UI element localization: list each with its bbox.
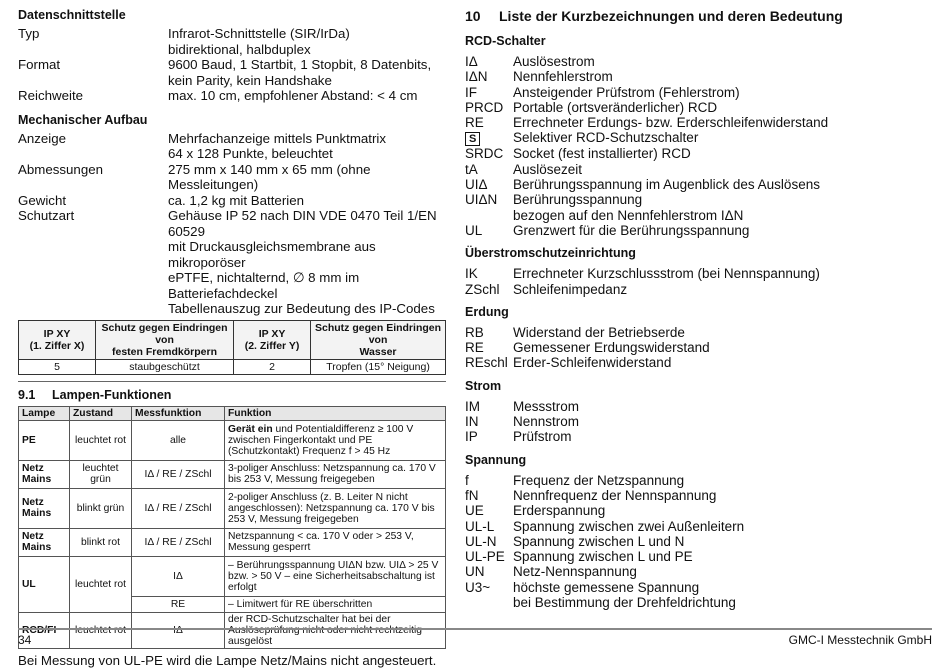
abbreviation-row [465, 192, 935, 223]
abbreviation-row [465, 429, 935, 444]
abbreviation-meaning-line: Auslösezeit [513, 161, 583, 177]
abbreviation-meaning [513, 429, 935, 444]
chapter-number: 10 [465, 8, 481, 24]
abbreviation-meaning-line: Spannung zwischen L und N [513, 533, 685, 549]
abbreviation-meaning-line: Widerstand der Betriebserde [513, 324, 685, 340]
spec-value [168, 131, 446, 162]
state-cell: leuchtet rot [70, 556, 132, 612]
abbreviation-row [465, 282, 935, 297]
ip-code-table [18, 320, 446, 375]
spec-value [168, 26, 446, 57]
abbreviation-row [465, 266, 935, 281]
lamp-cell: RCD/FI [19, 612, 70, 648]
left-column [18, 8, 446, 668]
abbreviation-symbol: UL-N [465, 533, 497, 549]
ip-cell: 5 [19, 359, 96, 374]
table-row [19, 528, 446, 556]
interface-heading: Datenschnittstelle [18, 8, 126, 22]
abbreviation-meaning [513, 519, 935, 534]
page-number: 34 [18, 633, 32, 647]
ip-cell: Tropfen (15° Neigung) [311, 359, 446, 374]
table-row [19, 488, 446, 528]
abbreviation-meaning [513, 85, 935, 100]
abbreviation-row [465, 69, 935, 84]
spec-value-line: Mehrfachanzeige mittels Punktmatrix [168, 130, 387, 146]
chapter-title [465, 8, 935, 24]
abbreviation-meaning [513, 503, 935, 518]
abbreviation-row [465, 519, 935, 534]
abbreviation-group-title: Überstromschutzeinrichtung [465, 246, 636, 261]
lamp-cell: UL [19, 556, 70, 612]
spec-label: Abmessungen [18, 161, 104, 177]
spec-value-line: Gehäuse IP 52 nach DIN VDE 0470 Teil 1/EN 60529 [168, 208, 437, 239]
abbreviation-row [465, 162, 935, 177]
abbreviation-symbol: IM [465, 398, 480, 414]
lamp-cell: Netz Mains [19, 460, 70, 488]
abbreviation-meaning [513, 534, 935, 549]
abbreviation-meaning [513, 414, 935, 429]
function-cell: alle [132, 420, 225, 460]
abbreviation-row [465, 146, 935, 161]
abbreviation-meaning-line: Ansteigender Prüfstrom (Fehlerstrom) [513, 84, 740, 100]
ip-cell: staubgeschützt [96, 359, 234, 374]
abbreviation-meaning [513, 564, 935, 579]
abbreviation-meaning [513, 177, 935, 192]
abbreviation-symbol: IΔN [465, 69, 488, 85]
state-cell: leuchtet rot [70, 612, 132, 648]
abbreviation-row [465, 488, 935, 503]
abbreviation-meaning-line: Errechneter Erdungs- bzw. Erderschleifenwiderstand [513, 115, 829, 131]
spec-row [18, 88, 446, 104]
spec-value-line: ca. 1,2 kg mit Batterien [168, 192, 304, 208]
abbreviation-symbol: UE [465, 503, 484, 519]
abbreviation-row [465, 564, 935, 579]
abbreviation-meaning [513, 473, 935, 488]
function-cell: IΔ / RE / ZSchl [132, 488, 225, 528]
spec-label: Schutzart [18, 208, 75, 223]
function-cell: IΔ [132, 556, 225, 596]
abbreviation-meaning-line: Frequenz der Netzspannung [513, 472, 685, 488]
abbreviation-meaning-line: Socket (fest installierter) RCD [513, 146, 691, 162]
table-row [19, 460, 446, 488]
ip-header-2: Schutz gegen Eindringen von festen Fremdkörpern [96, 320, 234, 359]
lamp-col-header: Messfunktion [132, 406, 225, 420]
abbreviation-meaning [513, 488, 935, 503]
abbreviation-symbol: RB [465, 324, 484, 340]
spec-value-line: max. 10 cm, empfohlener Abstand: < 4 cm [168, 88, 418, 103]
spec-value [168, 57, 446, 88]
abbreviation-group-title: RCD-Schalter [465, 34, 546, 48]
spec-label: Format [18, 57, 61, 72]
abbreviation-meaning-line: Grenzwert für die Berührungsspannung [513, 222, 750, 238]
abbreviation-meaning [513, 100, 935, 115]
spec-value-line: 64 x 128 Punkte, beleuchtet [168, 146, 333, 161]
lamp-col-header: Funktion [225, 406, 446, 420]
abbreviation-meaning [513, 223, 935, 238]
table-row [19, 556, 446, 596]
abbreviation-meaning-line: Spannung zwischen zwei Außenleitern [513, 518, 745, 534]
abbreviation-meaning [513, 282, 935, 297]
lamp-cell: PE [19, 420, 70, 460]
abbreviation-meaning-line: Portable (ortsveränderlicher) RCD [513, 99, 718, 115]
abbreviation-row [465, 340, 935, 355]
abbreviation-meaning-line: Berührungsspannung [513, 192, 643, 208]
right-column [465, 8, 935, 610]
abbreviation-meaning-line: Gemessener Erdungswiderstand [513, 340, 710, 356]
abbreviation-row [465, 130, 935, 146]
description-text: und Potentialdifferenz ≥ 100 V zwischen Fingerkontakt und PE (Schutzkontakt) Frequenz f > 45 Hz [228, 423, 414, 457]
abbreviation-meaning-line: Schleifenimpedanz [513, 281, 628, 297]
description-cell: – Berührungsspannung UIΔN bzw. UIΔ > 25 V bzw. > 50 V – eine Sicherheitsabschaltung ist erfolgt [225, 556, 446, 596]
spec-label: Typ [18, 26, 40, 41]
spec-row [18, 131, 446, 162]
abbreviation-symbol: UN [465, 564, 485, 580]
description-cell: – Limitwert für RE überschritten [225, 596, 446, 612]
description-cell: der RCD-Schutzschalter hat bei der Auslöseprüfung nicht oder nicht rechtzeitig ausgelöst [225, 612, 446, 648]
abbreviation-symbol: tA [465, 161, 478, 177]
abbreviation-symbol: PRCD [465, 99, 504, 115]
abbreviation-row [465, 115, 935, 130]
interface-specs [18, 26, 446, 104]
abbreviation-meaning [513, 399, 935, 414]
ip-header-3: IP XY (2. Ziffer Y) [234, 320, 311, 359]
function-cell: IΔ [132, 612, 225, 648]
lamp-cell: Netz Mains [19, 528, 70, 556]
abbreviation-meaning-line: Errechneter Kurzschlussstrom (bei Nennspannung) [513, 266, 820, 282]
spec-label: Gewicht [18, 192, 67, 208]
abbreviation-row [465, 355, 935, 370]
abbreviation-meaning-line: bezogen auf den Nennfehlerstrom IΔN [513, 207, 744, 223]
ip-header-1: IP XY (1. Ziffer X) [19, 320, 96, 359]
spec-value [168, 208, 446, 317]
abbreviation-row [465, 85, 935, 100]
abbreviation-meaning-line: Erderspannung [513, 503, 606, 519]
lamp-section-number: 9.1 [18, 387, 36, 402]
abbreviation-symbol: REschl [465, 355, 508, 371]
abbreviation-meaning-line: Prüfstrom [513, 429, 572, 445]
abbreviation-symbol: f [465, 472, 469, 488]
abbreviation-meaning [513, 580, 935, 611]
abbreviation-row [465, 399, 935, 414]
lamp-col-header: Lampe [19, 406, 70, 420]
abbreviation-row [465, 177, 935, 192]
description-cell: Netzspannung < ca. 170 V oder > 253 V, Messung gesperrt [225, 528, 446, 556]
abbreviation-meaning [513, 115, 935, 130]
abbreviation-symbol: UL [465, 222, 483, 238]
abbreviation-symbol: UL-PE [465, 549, 505, 565]
abbreviation-symbol: IN [465, 414, 479, 430]
abbreviation-symbol: ZSchl [465, 281, 500, 297]
mechanical-heading: Mechanischer Aufbau [18, 112, 148, 127]
abbreviation-row [465, 100, 935, 115]
abbreviation-meaning-line: Nennfrequenz der Nennspannung [513, 487, 717, 503]
function-cell: RE [132, 596, 225, 612]
spec-value [168, 193, 446, 209]
spec-value-line: kein Parity, kein Handshake [168, 72, 332, 88]
spec-value-line: Tabellenauszug zur Bedeutung des IP-Codes [168, 301, 435, 316]
mechanical-specs [18, 131, 446, 317]
abbreviation-row [465, 549, 935, 564]
spec-value-line: 9600 Baud, 1 Startbit, 1 Stopbit, 8 Datenbits, [168, 57, 432, 72]
spec-value-line: bidirektional, halbduplex [168, 41, 311, 57]
ip-header-4: Schutz gegen Eindringen von Wasser [311, 320, 446, 359]
abbreviation-symbol: UIΔ [465, 177, 488, 193]
abbreviation-meaning [513, 355, 935, 370]
ip-cell: 2 [234, 359, 311, 374]
lamp-col-header: Zustand [70, 406, 132, 420]
abbreviation-meaning-line: Netz-Nennspannung [513, 564, 637, 580]
abbreviation-symbol: U3~ [465, 579, 491, 595]
spec-label: Reichweite [18, 88, 84, 103]
abbreviation-meaning [513, 325, 935, 340]
abbreviation-meaning [513, 69, 935, 84]
lamp-note: Bei Messung von UL-PE wird die Lampe Netz/Mains nicht angesteuert. [18, 652, 437, 668]
lamp-cell: Netz Mains [19, 488, 70, 528]
abbreviation-symbol: RE [465, 115, 484, 131]
footer-divider [18, 628, 932, 630]
function-cell: IΔ / RE / ZSchl [132, 460, 225, 488]
abbreviation-meaning [513, 340, 935, 355]
abbreviation-row [465, 223, 935, 238]
state-cell: leuchtet grün [70, 460, 132, 488]
abbreviation-row [465, 54, 935, 69]
abbreviation-meaning-line: bei Bestimmung der Drehfeldrichtung [513, 595, 736, 611]
table-row [19, 420, 446, 460]
spec-label: Anzeige [18, 130, 67, 146]
spec-value-line: ePTFE, nichtalternd, ∅ 8 mm im Batteriefachdeckel [168, 270, 360, 301]
abbreviation-meaning [513, 130, 935, 146]
abbreviation-group-title: Strom [465, 378, 502, 393]
abbreviation-meaning-line: Messstrom [513, 398, 580, 414]
abbreviation-row [465, 473, 935, 488]
abbreviation-meaning [513, 54, 935, 69]
state-cell: blinkt rot [70, 528, 132, 556]
spec-value [168, 88, 446, 104]
chapter-label: Liste der Kurzbezeichnungen und deren Bedeutung [499, 8, 843, 24]
abbreviation-symbol: IP [465, 429, 478, 445]
abbreviation-meaning-line: Spannung zwischen L und PE [513, 549, 693, 565]
abbreviation-list [465, 34, 935, 610]
function-cell: IΔ / RE / ZSchl [132, 528, 225, 556]
spec-value-line: Infrarot-Schnittstelle (SIR/IrDa) [168, 26, 350, 41]
lamp-table [18, 406, 446, 649]
abbreviation-meaning-line: Erder-Schleifenwiderstand [513, 355, 672, 371]
abbreviation-symbol: UL-L [465, 518, 495, 534]
abbreviation-meaning [513, 549, 935, 564]
abbreviation-row [465, 325, 935, 340]
abbreviation-row [465, 414, 935, 429]
spec-value [168, 162, 446, 193]
abbreviation-meaning [513, 162, 935, 177]
abbreviation-meaning-line: Nennfehlerstrom [513, 69, 613, 85]
abbreviation-meaning-line: höchste gemessene Spannung [513, 579, 700, 595]
abbreviation-group-title: Spannung [465, 452, 527, 467]
abbreviation-symbol: RE [465, 340, 484, 356]
section-divider [18, 381, 446, 382]
abbreviation-symbol: fN [465, 487, 479, 503]
abbreviation-group-title: Erdung [465, 304, 509, 319]
abbreviation-meaning [513, 192, 935, 223]
abbreviation-symbol: IK [465, 266, 478, 282]
abbreviation-row [465, 503, 935, 518]
spec-value-line: mit Druckausgleichsmembrane aus mikroporöser [168, 239, 376, 270]
lamp-section-title [18, 388, 446, 402]
spec-value-line: 275 mm x 140 mm x 65 mm (ohne Messleitungen) [168, 161, 371, 192]
spec-row [18, 162, 446, 193]
abbreviation-symbol: UIΔN [465, 192, 498, 208]
abbreviation-symbol [465, 130, 513, 146]
description-cell: 2-poliger Anschluss (z. B. Leiter N nicht angeschlossen): Netzspannung ca. 170 V bis 253 V, Messung freigegeben [225, 488, 446, 528]
spec-row [18, 193, 446, 209]
abbreviation-meaning-line: Selektiver RCD-Schutzschalter [513, 130, 699, 146]
page-footer [18, 633, 932, 647]
state-cell: blinkt grün [70, 488, 132, 528]
spec-row [18, 208, 446, 317]
abbreviation-meaning [513, 266, 935, 281]
abbreviation-meaning-line: Auslösestrom [513, 54, 595, 69]
spec-row [18, 26, 446, 57]
spec-row [18, 57, 446, 88]
abbreviation-meaning-line: Berührungsspannung im Augenblick des Auslösens [513, 177, 820, 193]
state-cell: leuchtet rot [70, 420, 132, 460]
abbreviation-row [465, 580, 935, 611]
selective-s-icon: S [465, 132, 480, 146]
company-name: GMC-I Messtechnik GmbH [788, 633, 932, 647]
abbreviation-meaning [513, 146, 935, 161]
abbreviation-symbol: IΔ [465, 54, 478, 69]
description-cell: 3-poliger Anschluss: Netzspannung ca. 170 V bis 253 V, Messung freigegeben [225, 460, 446, 488]
description-cell [225, 420, 446, 460]
abbreviation-row [465, 534, 935, 549]
lamp-section-label: Lampen-Funktionen [52, 387, 172, 402]
abbreviation-symbol: IF [465, 84, 477, 100]
abbreviation-meaning-line: Nennstrom [513, 414, 580, 430]
abbreviation-symbol: SRDC [465, 146, 504, 162]
bold-prefix: Gerät ein [228, 423, 273, 435]
